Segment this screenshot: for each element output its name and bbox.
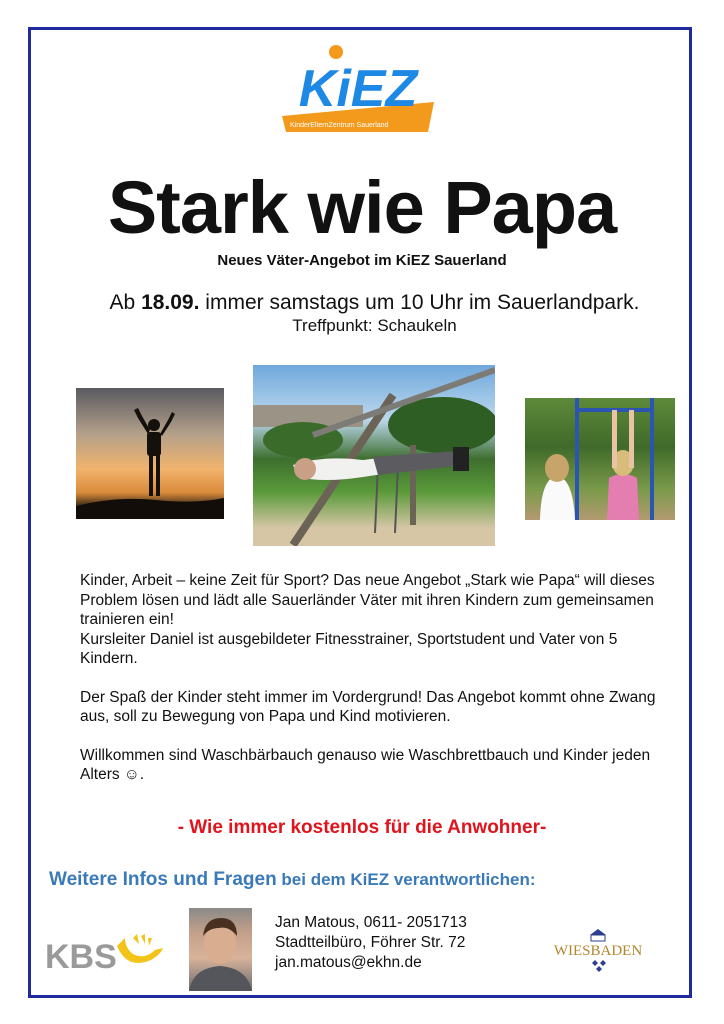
kbs-wordmark: KBS xyxy=(45,938,117,974)
wiesbaden-logo xyxy=(542,925,654,975)
poster-title: Stark wie Papa xyxy=(107,166,617,249)
girls-bars-photo xyxy=(525,398,675,520)
description xyxy=(80,571,660,804)
contact-name-phone: Jan Matous, 0611- 2051713 xyxy=(275,914,467,931)
contact-heading xyxy=(49,869,536,891)
contact-email[interactable]: jan.matous@ekhn.de xyxy=(275,954,422,971)
contact-heading-sub: bei dem KiEZ verantwortlichen: xyxy=(276,870,536,889)
contact-portrait xyxy=(189,908,252,991)
logo-tagline: KinderElternZentrum Sauerland xyxy=(290,122,389,129)
schedule-date: 18.09. xyxy=(141,291,200,314)
meeting-point: Treffpunkt: Schaukeln xyxy=(292,316,457,335)
free-notice: - Wie immer kostenlos für die Anwohner- xyxy=(177,817,547,838)
paragraph-fun: Der Spaß der Kinder steht immer im Vordergrund! Das Angebot kommt ohne Zwang aus, soll zu Bewegung von Papa und Kind motivieren. xyxy=(80,688,656,725)
paragraph-welcome: Willkommen sind Waschbärbauch genauso wie Waschbrettbauch und Kinder jeden Alters ☺. xyxy=(80,746,651,783)
silhouette-photo xyxy=(76,388,224,519)
contact-block xyxy=(275,913,467,973)
kiez-logo xyxy=(278,40,438,135)
kbs-logo xyxy=(45,930,165,974)
logo-wordmark: KiEZ xyxy=(298,60,418,118)
schedule-suffix: immer samstags um 10 Uhr im Sauerlandpark. xyxy=(199,291,640,314)
poster-subtitle: Neues Väter-Angebot im KiEZ Sauerland xyxy=(217,252,507,269)
paragraph-intro: Kinder, Arbeit – keine Zeit für Sport? Das neue Angebot „Stark wie Papa“ will dieses Problem lösen und lädt alle Sauerländer Väter mit ihren Kindern zum gemeinsamen trainieren ein! Kursleiter Daniel ist ausgebildeter Fitnesstrainer, Sportstudent und Vater von 5 Kindern. xyxy=(80,572,655,667)
bar-exercise-photo xyxy=(253,365,495,546)
contact-heading-main: Weitere Infos und Fragen xyxy=(49,869,277,890)
schedule-line xyxy=(0,290,724,316)
contact-address: Stadtteilbüro, Föhrer Str. 72 xyxy=(275,934,466,951)
wiesbaden-wordmark: WIESBADEN xyxy=(553,943,643,959)
schedule-prefix: Ab xyxy=(109,291,142,314)
